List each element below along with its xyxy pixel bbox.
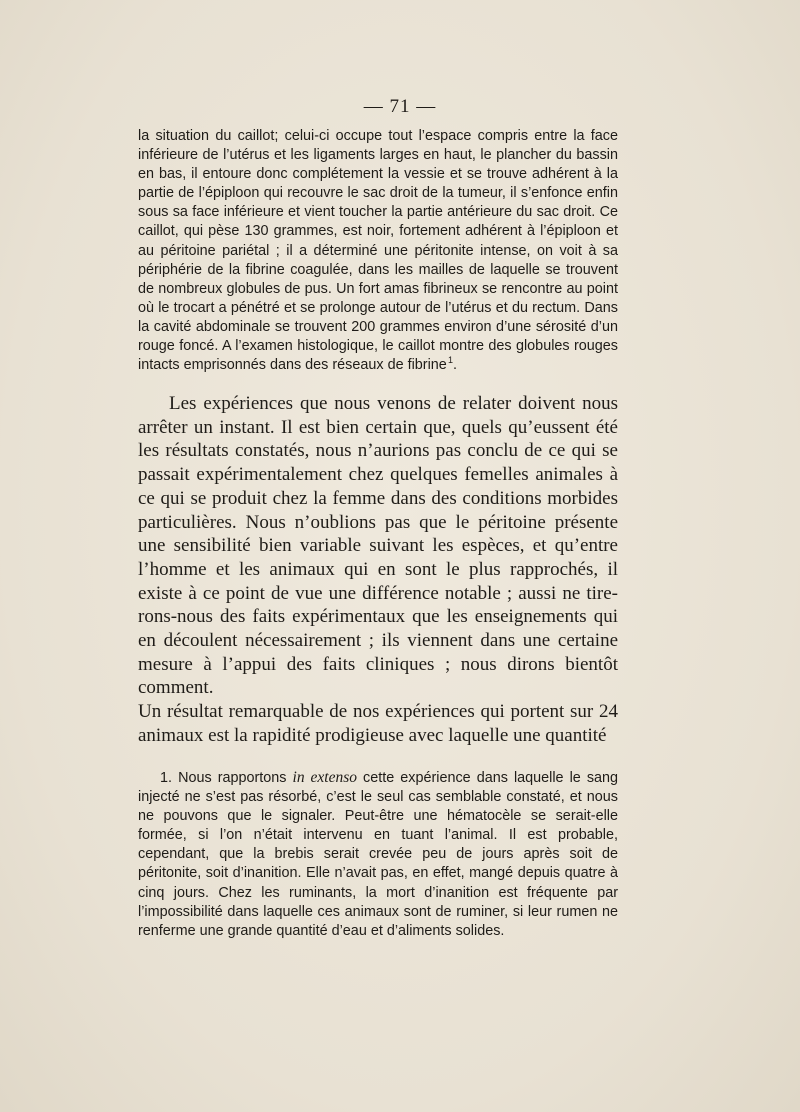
main-text bbox=[138, 392, 618, 748]
discussion-paragraph: Les expériences que nous venons de relater doivent nous arrêter un instant. Il est bien certain que, quels qu’eussent été les résultats constatés, nous n’aurions pas conclu de ce qui se passait expérimentalement chez quelques femelles animales à ce qui se produit chez la femme dans des conditions morbides particulières. Nous n’oublions pas que le péritoine présente une sensibilité bien variable suivant les espèces, et qu’entre l’homme et les animaux qui en sont le plus rapprochés, il existe à ce point de vue une différence notable ; aussi ne tire-rons-nous des faits expérimentaux que les enseignements qui en découlent nécessairement ; ils viennent dans une certaine mesure à l’appui des faits cliniques ; nous dirons bientôt comment. bbox=[138, 393, 618, 699]
footnote-lead: Nous rapportons bbox=[178, 770, 287, 786]
footnote-text bbox=[138, 768, 618, 941]
footnote-marker: 1. bbox=[160, 770, 173, 786]
paragraph-body: la situation du caillot; celui-ci occupe tout l’espace compris entre la face inférieure de l’utérus et les ligaments larges en haut, le plancher du bassin en bas, il entoure donc complétement la vessie et se trouve adhérent à la partie de l’épiploon qui recouvre le sac droit de la tumeur, il s’enfonce enfin sous sa face inférieure et vient toucher la partie antérieure du sac droit. Ce caillot, qui pèse 130 grammes, est noir, fortement adhérent à l’épiploon et au péritoine pariétal ; il a déterminé une péritonite intense, on voit à sa périphérie de la fibrine coagulée, dans les mailles de laquelle se trouvent de nombreux globules de pus. Un fort amas fibrineux se rencontre au point où le trocart a pénétré et se prolonge autour de l’utérus et du rectum. Dans la cavité abdominale se trouvent 200 grammes environ d’une sérosité d’un rouge foncé. A l’examen histologique, le caillot montre des globules rouges intacts emprisonnés dans des réseaux de fibrine bbox=[138, 128, 618, 374]
page-number: — 71 — bbox=[363, 96, 437, 117]
paragraph-text bbox=[138, 127, 618, 375]
footnote bbox=[138, 768, 618, 941]
result-paragraph: Un résultat remarquable de nos expériences qui portent sur 24 animaux est la rapidité prodigieuse avec laquelle une quantité bbox=[138, 701, 618, 746]
footnote-emphasis: in extenso bbox=[292, 769, 357, 786]
footnote-body: cette expérience dans laquelle le sang injecté ne s’est pas résorbé, c’est le seul cas semblable constaté, et nous ne pouvons que le signaler. Peut-être une hématocèle se serait-elle formée, si l’on n’était intervenu en tuant l’animal. Il est probable, cependant, que la brebis serait crevée peu de jours après soit de péritonite, soit d’inanition. Elle n’avait pas, en effet, mangé depuis quatre à cinq jours. Chez les ruminants, la mort d’inanition est fréquente par l’impossibilité dans laquelle ces animaux sont de ruminer, si leur rumen ne renferme une grande quantité d’eau et d’aliments solides. bbox=[138, 770, 619, 939]
continued-paragraph bbox=[138, 127, 618, 375]
footnote-reference: 1 bbox=[447, 355, 453, 366]
paragraph-end: . bbox=[453, 357, 457, 374]
